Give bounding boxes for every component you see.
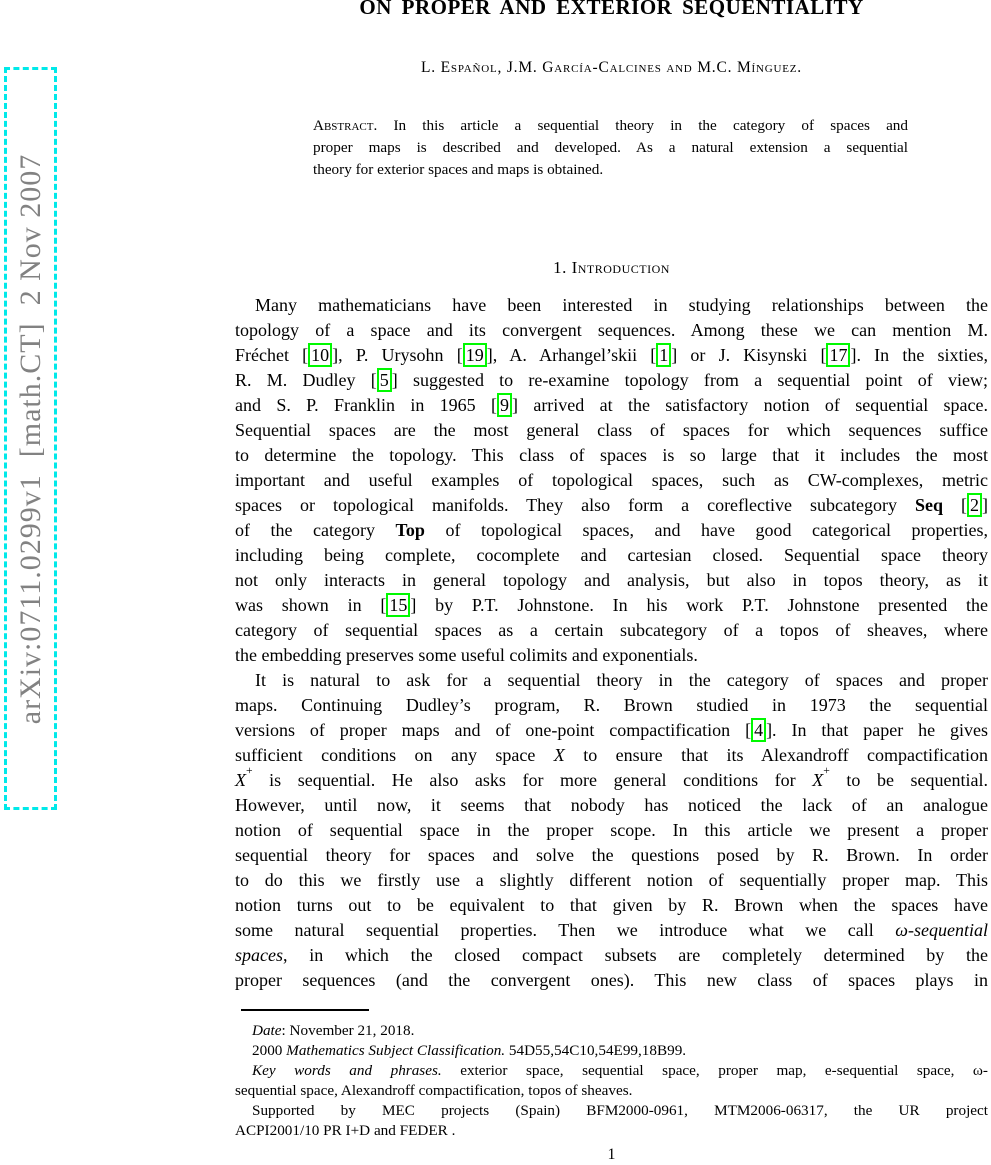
citation-link[interactable]: 1 [656,343,671,367]
abstract-line: Abstract. In this article a sequential theory in the category of spaces and [313,117,908,134]
body-line: not only interacts in general topology and analysis, but also in topos theory, as it [235,570,988,590]
footnote [235,1041,988,1061]
paragraph [235,293,988,668]
arxiv-watermark [4,67,57,810]
body-line: important and useful examples of topological spaces, such as CW-complexes, metric [235,470,988,490]
body-line: However, until now, it seems that nobody has noticed the lack of an analogue [235,795,988,815]
citation-link[interactable]: 2 [967,493,982,517]
paper-title: ON PROPER AND EXTERIOR SEQUENTIALITY [359,0,864,19]
footnote-line: Key words and phrases. exterior space, sequential space, proper map, e-sequential space, ω- [252,1062,988,1079]
section-heading: 1. Introduction [553,258,670,277]
body-line: notion turns out to be equivalent to that given by R. Brown when the spaces have [235,895,988,915]
body-line: and S. P. Franklin in 1965 [ 9 ] arrived at the satisfactory notion of sequential space. [235,395,988,415]
page-number: 1 [607,1146,616,1163]
body-line: spaces or topological manifolds. They also form a coreflective subcategory Seq [ 2 ] [235,495,988,515]
body-line: notion of sequential space in the proper scope. In this article we present a proper [235,820,988,840]
paper-authors: L. Español, J.M. García-Calcines and M.C. Mínguez. [421,59,802,76]
body-paragraphs [235,293,988,993]
body-line: topology of a space and its convergent sequences. Among these we can mention M. [235,320,988,340]
body-line: including being complete, cocomplete and cartesian closed. Sequential space theory [235,545,988,565]
body-line: X+ is sequential. He also asks for more general conditions for X+ to be sequential. [235,763,988,790]
abstract-line: proper maps is described and developed. As a natural extension a sequential [313,139,908,156]
citation-link[interactable]: 10 [308,343,332,367]
footnote-line: 2000 Mathematics Subject Classification. 54D55,54C10,54E99,18B99. [252,1042,687,1059]
footnote-line: Supported by MEC projects (Spain) BFM2000-0961, MTM2006-06317, the UR project [252,1102,988,1119]
body-line: to determine the topology. This class of spaces is so large that it includes the most [235,445,988,465]
footnote [235,1101,988,1141]
body-line: versions of proper maps and of one-point compactification [ 4 ]. In that paper he gives [235,720,988,740]
footnote [235,1061,988,1101]
body-line: maps. Continuing Dudley’s program, R. Brown studied in 1973 the sequential [235,695,988,715]
body-line: of the category Top of topological spaces, and have good categorical properties, [235,520,988,540]
citation-link[interactable]: 19 [463,343,487,367]
citation-link[interactable]: 17 [826,343,850,367]
body-line: was shown in [ 15 ] by P.T. Johnstone. In his work P.T. Johnstone presented the [235,595,989,615]
body-line: sufficient conditions on any space X to ensure that its Alexandroff compactification [235,745,988,765]
footnote [235,1021,988,1041]
body-line: It is natural to ask for a sequential theory in the category of spaces and proper [255,670,988,690]
body-line: proper sequences (and the convergent ones). This new class of spaces plays in [235,970,988,990]
body-line: R. M. Dudley [ 5 ] suggested to re-examine topology from a sequential point of view; [235,370,988,390]
citation-link[interactable]: 9 [497,393,512,417]
arxiv-watermark-text: arXiv:0711.0299v1 [math.CT] 2 Nov 2007 [13,153,47,724]
body-line: Sequential spaces are the most general class of spaces for which sequences suffice [235,420,988,440]
body-line: category of sequential spaces as a certain subcategory of a topos of sheaves, where [235,620,988,640]
citation-link[interactable]: 4 [751,718,766,742]
body-line: sequential theory for spaces and solve the questions posed by R. Brown. In order [235,845,988,865]
body-line: the embedding preserves some useful colimits and exponentials. [235,645,698,665]
abstract-line: theory for exterior spaces and maps is obtained. [313,161,604,178]
body-line: spaces, in which the closed compact subsets are completely determined by the [235,945,988,965]
body-line: to do this we firstly use a slightly different notion of sequentially proper map. This [235,870,988,890]
citation-link[interactable]: 5 [377,368,392,392]
footnotes-block [235,1021,988,1141]
footnote-line: sequential space, Alexandroff compactification, topos of sheaves. [235,1082,633,1099]
abstract-block [313,115,908,181]
body-line: Fréchet [ 10 ], P. Urysohn [ 19 ], A. Arhangel’skii [ 1 ] or J. Kisynski [ 17 ]. In the sixties, [235,345,989,365]
footnote-line: ACPI2001/10 PR I+D and FEDER . [235,1122,456,1139]
paragraph [235,668,988,993]
body-line: Many mathematicians have been interested in studying relationships between the [255,295,988,315]
footnote-line: Date: November 21, 2018. [252,1022,415,1039]
footnote-rule [241,1009,369,1011]
citation-link[interactable]: 15 [386,593,410,617]
body-line: some natural sequential properties. Then we introduce what we call ω-sequential [235,920,988,940]
